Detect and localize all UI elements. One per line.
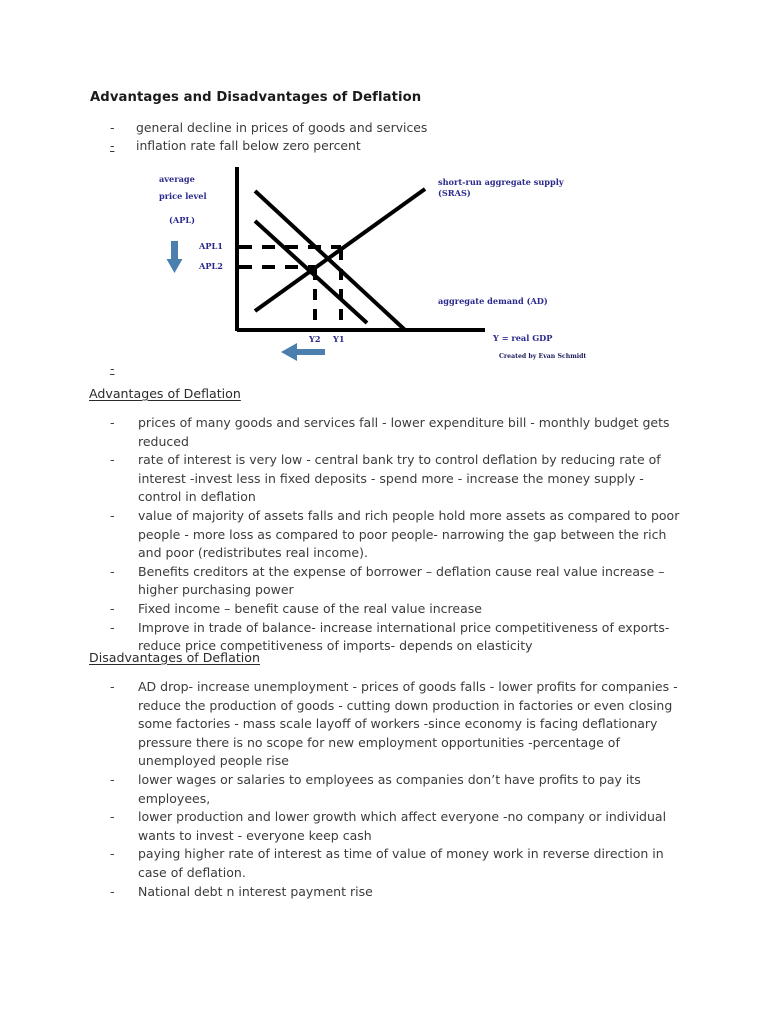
list-item-text: lower production and lower growth which affect everyone -no company or individual wants to invest - everyone keep cash: [138, 809, 667, 843]
list-item: [110, 137, 670, 155]
x-axis-label: Y = real GDP: [493, 333, 553, 343]
y-axis-title-line3: (APL): [169, 215, 196, 225]
bullet-marker: -: [110, 507, 115, 523]
intro-bullet-list: [110, 119, 670, 154]
disadvantages-heading: Disadvantages of Deflation: [89, 650, 260, 665]
y1-axis-tick-label: Y1: [333, 334, 345, 344]
figure-credit: Created by Evan Schmidt: [499, 353, 587, 360]
apl2-label: APL2: [199, 261, 223, 271]
list-item-text: rate of interest is very low - central bank try to control deflation by reducing rate of interest -invest less in fixed deposits - spend more - increase the money supply - control in deflation: [138, 452, 661, 505]
sras-label-line1: short-run aggregate supply: [438, 177, 564, 187]
advantages-list: [110, 414, 688, 656]
ad-label: aggregate demand (AD): [438, 296, 548, 306]
list-item-text: National debt n interest payment rise: [138, 883, 373, 899]
list-item: [110, 808, 688, 845]
bullet-marker: -: [110, 619, 115, 635]
price-level-down-arrow: [167, 241, 183, 273]
list-item-text: general decline in prices of goods and services: [136, 120, 428, 135]
bullet-marker: -: [110, 563, 115, 579]
bullet-marker: -: [110, 679, 115, 694]
y-axis-title-line2: price level: [159, 191, 207, 201]
list-item-text: lower wages or salaries to employees as companies don’t have profits to pay its employees,: [138, 771, 641, 806]
list-item: [110, 563, 688, 600]
bullet-marker: -: [110, 137, 115, 153]
bullet-marker: -: [110, 883, 115, 899]
bullet-marker: -: [110, 809, 115, 825]
list-item: [110, 771, 688, 808]
ad1-curve: [255, 191, 405, 330]
list-item-text: AD drop- increase unemployment - prices of goods falls - lower profits for companies - reduce the production of goods - cutting down production in factories or even closing some factories - mass scale layoff of workers -since economy is facing deflationary pressure there is no scope for new employment opportunities -percentage of unemployed people rise: [138, 679, 678, 769]
list-item-text: Improve in trade of balance- increase international price competitiveness of exports- reduce price competitiveness of imports- depends on elasticity: [138, 619, 670, 654]
list-item: [110, 600, 688, 619]
list-item-text: value of majority of assets falls and rich people hold more assets as compared to poor people - more loss as compared to poor people- narrowing the gap between the rich and poor (redistributes real income).: [138, 507, 680, 561]
apl1-label: APL1: [199, 241, 223, 251]
empty-bullet-marker: -: [110, 361, 115, 376]
list-item: [110, 507, 688, 563]
list-item-text: prices of many goods and services fall - lower expenditure bill - monthly budget gets reduced: [138, 415, 670, 449]
y2-axis-tick-label: Y2: [309, 334, 321, 344]
page-title: Advantages and Disadvantages of Deflation: [90, 90, 422, 105]
list-item: [110, 845, 688, 882]
output-left-arrow: [281, 343, 325, 361]
sras-label-line2: (SRAS): [438, 188, 471, 198]
bullet-marker: -: [110, 415, 115, 430]
bullet-marker: -: [110, 452, 115, 468]
ad-as-deflation-diagram: [155, 163, 615, 368]
y-axis-title-line1: average: [159, 174, 195, 184]
list-item: [110, 414, 688, 451]
bullet-marker: -: [110, 771, 115, 787]
bullet-marker: -: [110, 600, 115, 616]
disadvantages-list: [110, 678, 688, 901]
list-item-text: Benefits creditors at the expense of borrower – deflation cause real value increase – higher purchasing power: [138, 563, 665, 598]
list-item-text: Fixed income – benefit cause of the real value increase: [138, 600, 482, 616]
advantages-heading: Advantages of Deflation: [89, 386, 241, 401]
list-item: [110, 883, 688, 902]
list-item: [110, 119, 670, 137]
list-item-text: inflation rate fall below zero percent: [136, 137, 361, 153]
list-item-text: paying higher rate of interest as time of value of money work in reverse direction in case of deflation.: [138, 846, 664, 880]
bullet-marker: -: [110, 120, 115, 135]
bullet-marker: -: [110, 846, 115, 862]
list-item: [110, 678, 688, 771]
list-item: [110, 451, 688, 507]
